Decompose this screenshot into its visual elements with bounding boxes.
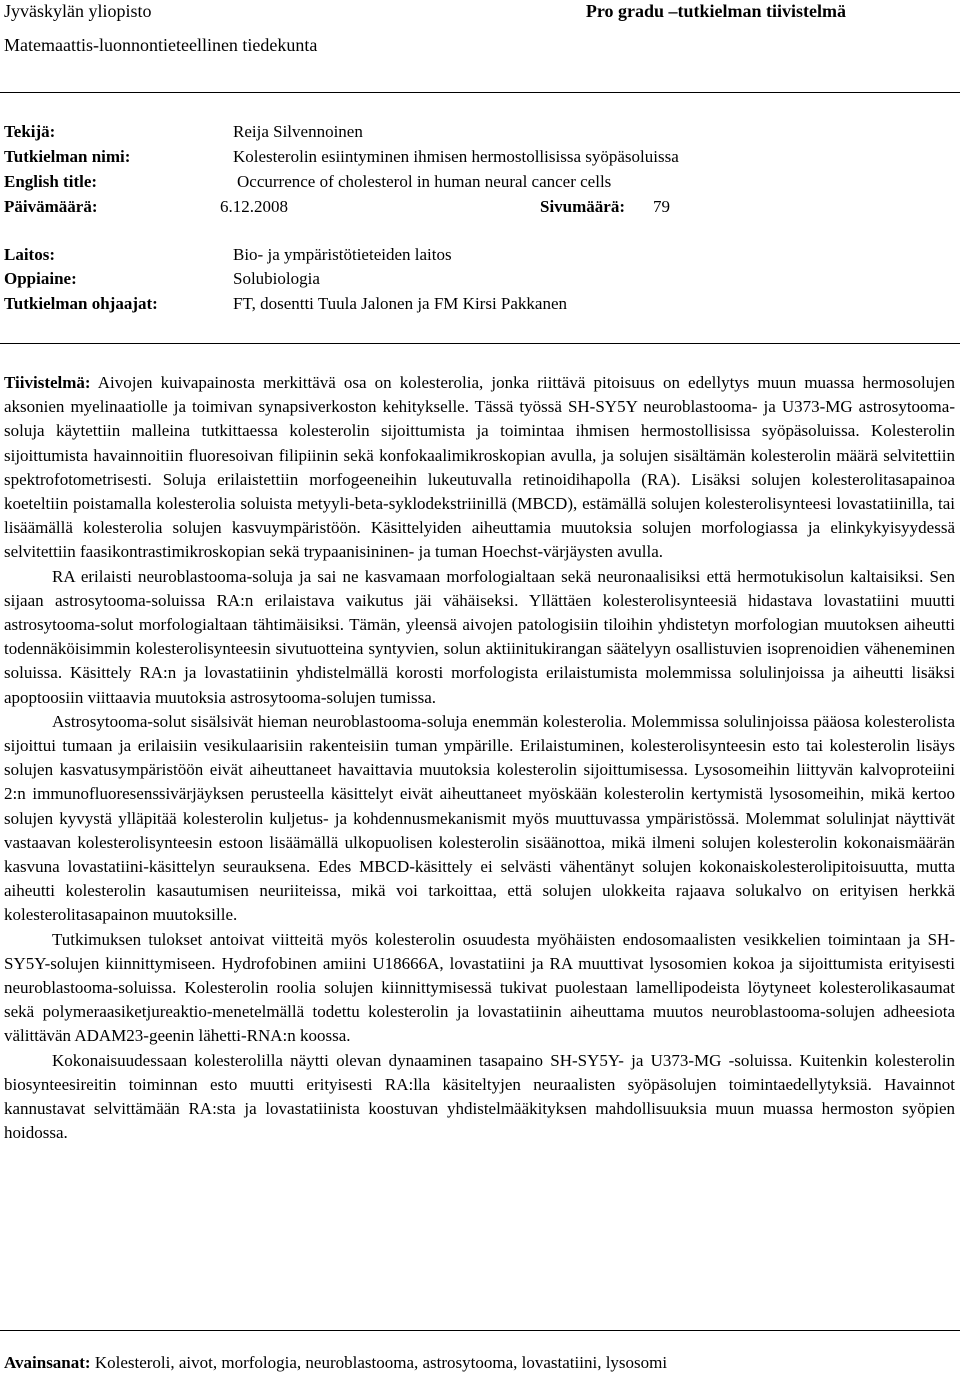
abstract-body <box>4 371 955 1146</box>
university-name: Jyväskylän yliopisto <box>4 1 152 21</box>
date-value: 6.12.2008 <box>220 197 288 216</box>
abstract-paragraph-3: Astrosytooma-solut sisälsivät hieman neuroblastooma-soluja enemmän kolesterolia. Molemmissa solulinjoissa pääosa kolesterolista sijoittui tumaan ja erilaisiin vesikulaarisiin rakenteisiin tuman ympärille. Erilaistuminen, kolesterolisynteesin esto tai kolesterolin lisäys solujen kasvatusympäristöön eivät aiheuttaneet havaittavia muutoksia kolesterolin sijoittumisessa. Lysosomeihin liittyvän kalvoproteiini 2:n immunofluoresenssivärjäyksen perusteella käsittelyt eivät aiheuttaneet myöskään kolesterolin kertymistä lysosomeihin, mikä kertoo solujen kyvystä ylläpitää kolesterolin kuljetus- ja kohdennusmekanismit myös muuttuvassa ympäristössä. Molemmat solulinjat näyttivät vastaavan kolesterolisynteesin estoon lisäämällä ulkopuolisen kolesterolin sisäänottoa, mikä ilmeni solujen kolesterolin kokonaismäärän kasvuna lovastatiini-käsittelyn seurauksena. Edes MBCD-käsittely ei selvästi vähentänyt solujen kokonaiskolesterolipitoisuutta, mutta aiheutti kolesterolin kasautumisen neuriiteissa, mikä voi tarkoittaa, että solujen ulokkeita rajaava solukalvo on erityisen herkkä kolesterolitasapainon muutoksille. <box>4 711 955 925</box>
keywords-label: Avainsanat: <box>4 1353 91 1372</box>
thesis-title-value: Kolesterolin esiintyminen ihmisen hermostollisissa syöpäsoluissa <box>233 147 679 166</box>
header-divider <box>0 92 960 93</box>
department-label: Laitos: <box>4 245 55 264</box>
author-value: Reija Silvennoinen <box>233 122 363 141</box>
subject-label: Oppiaine: <box>4 269 77 288</box>
abstract-paragraph-1 <box>4 371 955 565</box>
keywords-line <box>4 1352 667 1374</box>
author-label: Tekijä: <box>4 122 56 141</box>
thesis-title-label: Tutkielman nimi: <box>4 147 131 166</box>
abstract-text-1: Aivojen kuivapainosta merkittävä osa on kolesterolia, jonka riittävä pitoisuus on edellytys muun muassa hermosolujen aksonien myelinaatiolle ja toimivan synapsiverkoston kehitykselle. Tässä työssä SH-SY5Y neuroblastooma- ja U373-MG astrosytooma-soluja käytettiin malleina tutkittaessa kolesterolin sijoittumista ja toimintaa ihmisen hermostollisissa syöpäsoluissa. Kolesterolin sijoittumista havainnoitiin fluoresoivan filipiinin sekä konfokaalimikroskopian avulla, ja solujen sisältämän kolesterolin määrä selvitettiin spektrofotometrisesti. Soluja erilaistettiin morfogeeneihin lukeutuvalla retinoidihapolla (RA). Lisäksi solujen kolesterolitasapainoa koeteltiin poistamalla kolesterolia soluista metyyli-beta-syklodekstriinillä (MBCD), estämällä solujen kolesterolisynteesi lovastatiinilla, tai lisäämällä kolesterolia solujen kasvuympäristöön. Käsittelyiden aiheuttamia muutoksia solujen morfologiassa ja elinkykyisyydessä selvitettiin faasikontrastimikroskopian sekä trypaanisininen- ja tuman Hoechst-värjäysten avulla. <box>4 373 956 562</box>
abstract-label: Tiivistelmä: <box>4 373 91 392</box>
keywords-divider <box>0 1330 960 1331</box>
keywords-value: Kolesteroli, aivot, morfologia, neuroblastooma, astrosytooma, lovastatiini, lysosomi <box>94 1353 668 1372</box>
page-count-label: Sivumäärä: <box>540 197 625 216</box>
abstract-paragraph-4: Tutkimuksen tulokset antoivat viitteitä myös kolesterolin osuudesta myöhäisten endosomaalisten vesikkelien toimintaan ja SH-SY5Y-solujen kiinnittymiseen. Hydrofobinen amiini U18666A, lovastatiini ja RA muuttivat lysosomien kokoa ja sijoittumista erityisesti neuroblastooma-soluissa. Kolesterolin roolia solujen kiinnittymisessä tukivat puolestaan lamellipodeista löytyneet kolesterolikasaumat sekä polymeraasiketjureaktio-menetelmällä todettu kolesterolin ja lovastatiinin aiheuttama muutos neuroblastooma-solujen adheesiota välittävän ADAM23-geenin lähetti-RNA:n koossa. <box>4 929 955 1046</box>
supervisors-label: Tutkielman ohjaajat: <box>4 294 158 313</box>
faculty-name: Matemaattis-luonnontieteellinen tiedekunta <box>4 35 318 55</box>
english-title-value: Occurrence of cholesterol in human neural cancer cells <box>237 172 612 191</box>
department-value: Bio- ja ympäristötieteiden laitos <box>233 245 452 264</box>
supervisors-value: FT, dosentti Tuula Jalonen ja FM Kirsi Pakkanen <box>233 294 568 313</box>
date-label: Päivämäärä: <box>4 197 98 216</box>
document-type: Pro gradu –tutkielman tiivistelmä <box>585 1 846 21</box>
subject-value: Solubiologia <box>233 269 320 288</box>
abstract-divider-top <box>0 343 960 344</box>
abstract-paragraph-2: RA erilaisti neuroblastooma-soluja ja sai ne kasvamaan morfologialtaan sekä neuronaalisiksi että hermotukisolun kaltaisiksi. Sen sijaan astrosytooma-soluissa RA:n erilaistava vaikutus jäi vähäiseksi. Yllättäen kolesterolisynteesiä hidastava lovastatiini muutti astrosytooma-solut morfologialtaan tähtimäisiksi. Tämän, yleensä aivojen patologisiin tiloihin yhdistetyn morfologian muutoksen aiheutti todennäköisimmin kolesterolisynteesin sivutuotteina syntyvien, solun aktiinitukirangan säätelyyn osallistuvien isoprenoidien väheneminen soluissa. Käsittely RA:n ja lovastatiinin yhdistelmällä korosti morfologista erilaistumista molemmissa solulinjoissa ja aiheutti lisäksi apoptoosiin viittaavia muutoksia astrosytooma-solujen tumissa. <box>4 566 955 707</box>
english-title-label: English title: <box>4 172 98 191</box>
page-count-value: 79 <box>653 197 670 216</box>
abstract-paragraph-5: Kokonaisuudessaan kolesterolilla näytti olevan dynaaminen tasapaino SH-SY5Y- ja U373-MG -soluissa. Kuitenkin kolesterolin biosynteesireitin toiminnan esto muutti erityisesti RA:lla käsiteltyjen neuraalisten syöpäsolujen toimintaedellytyksiä. Havainnot kannustavat selvittämään RA:sta ja lovastatiinista koostuvan yhdistelmääkityksen mahdollisuuksia muun muassa hermoston syöpien hoidossa. <box>4 1050 955 1143</box>
